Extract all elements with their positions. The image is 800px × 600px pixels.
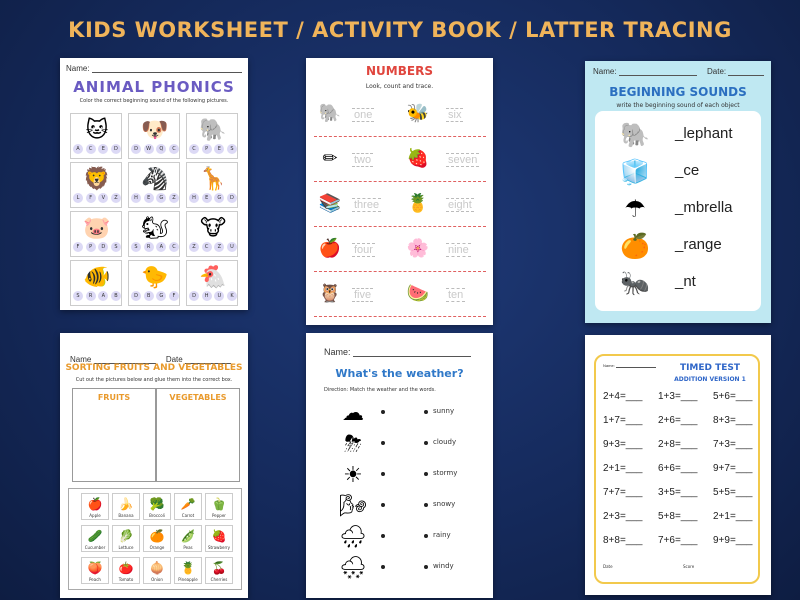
equation[interactable]: 1+7=___ (603, 415, 643, 426)
bees-icon: 🐝 (406, 103, 430, 124)
pineapple-icon: 🍍 (180, 561, 196, 575)
letter-choices (131, 144, 179, 154)
sound-row (605, 119, 765, 151)
equation[interactable]: 1+3=___ (658, 391, 698, 402)
name-label: Name (70, 355, 92, 364)
banana-icon: 🍌 (118, 497, 134, 511)
carrot-icon: 🥕 (180, 497, 196, 511)
match-dot-right[interactable] (424, 534, 428, 538)
match-dot-left[interactable] (381, 441, 385, 445)
date-label: Date: (707, 67, 727, 76)
cutout-item[interactable] (112, 557, 140, 584)
letter-bubble[interactable]: D (189, 291, 199, 301)
sound-word[interactable]: _ce (675, 162, 700, 179)
cutout-label: Strawberry (207, 545, 231, 550)
name-label: Name: (593, 67, 617, 76)
sorting-worksheet (60, 333, 248, 598)
beginning-sounds-worksheet (585, 61, 771, 323)
cutout-item[interactable] (174, 557, 202, 584)
letter-bubble[interactable]: P (86, 242, 96, 252)
trace-word[interactable]: five (354, 289, 372, 301)
equation[interactable]: 7+7=___ (603, 487, 643, 498)
date-label: Date (165, 355, 183, 364)
cutout-item[interactable] (143, 525, 171, 552)
letter-bubble[interactable]: C (169, 144, 179, 154)
worksheet-instruction: Direction: Match the weather and the words. (324, 387, 436, 393)
letter-bubble[interactable]: C (202, 242, 212, 252)
zebra-icon: 🦓 (141, 167, 169, 192)
cutout-label: Tomato (118, 577, 134, 582)
sound-word[interactable]: _lephant (675, 125, 733, 142)
letter-bubble[interactable]: D (111, 144, 121, 154)
pig-icon: 🐷 (83, 216, 111, 241)
match-dot-right[interactable] (424, 410, 428, 414)
ant-icon: 🐜 (620, 269, 650, 297)
phonics-cell (128, 113, 180, 159)
giraffe-icon: 🦒 (199, 167, 227, 192)
cutout-item[interactable] (205, 557, 233, 584)
weather-row (336, 430, 486, 460)
hen-icon: 🐔 (199, 265, 227, 290)
letter-bubble[interactable]: W (144, 144, 154, 154)
name-line (593, 67, 764, 76)
letter-bubble[interactable]: H (189, 193, 199, 203)
cutout-item[interactable] (112, 525, 140, 552)
cutout-label: Onion (151, 577, 163, 582)
cutout-item[interactable] (81, 493, 109, 520)
cat-icon: 🐱 (85, 118, 109, 143)
broccoli-icon: 🥦 (149, 497, 165, 511)
equation[interactable]: 7+3=___ (713, 439, 753, 450)
cutout-item[interactable] (81, 557, 109, 584)
trace-word[interactable]: six (448, 109, 462, 121)
equation[interactable]: 2+1=___ (603, 463, 643, 474)
umbrella-icon: ☂ (624, 195, 646, 223)
letter-choices (131, 193, 179, 203)
letter-choices (73, 144, 121, 154)
flowers-icon: 🌸 (406, 238, 430, 259)
match-dot-left[interactable] (381, 410, 385, 414)
page-banner: KIDS WORKSHEET / ACTIVITY BOOK / LATTER TRACING (68, 18, 732, 42)
letter-bubble[interactable]: U (214, 291, 224, 301)
letter-bubble[interactable]: B (144, 291, 154, 301)
watermelon-icon: 🍉 (406, 283, 430, 304)
equation[interactable]: 2+1=___ (713, 511, 753, 522)
dog-icon: 🐶 (141, 118, 169, 143)
stormy-icon: ⛈ (344, 432, 362, 457)
match-dot-left[interactable] (381, 503, 385, 507)
sound-word[interactable]: _mbrella (675, 199, 733, 216)
worksheet-title: NUMBERS (366, 64, 433, 78)
tomato-icon: 🍅 (118, 561, 134, 575)
fish-icon: 🐠 (83, 265, 111, 290)
cutout-item[interactable] (143, 493, 171, 520)
strawberry-icon: 🍓 (211, 529, 227, 543)
letter-bubble[interactable]: A (73, 144, 83, 154)
worksheet-instruction: Color the correct beginning sound of the following pictures. (79, 98, 229, 104)
letter-choices (73, 242, 121, 252)
name-line (66, 64, 242, 73)
worksheet-subtitle: ADDITION VERSION 1 (674, 376, 746, 383)
letter-bubble[interactable]: F (73, 242, 83, 252)
letter-bubble[interactable]: K (227, 291, 237, 301)
trace-word[interactable]: three (354, 199, 380, 211)
weather-row (336, 492, 486, 522)
phonics-cell (186, 162, 238, 208)
weather-row (336, 461, 486, 491)
trace-word[interactable]: eight (448, 199, 472, 211)
phonics-cell (70, 260, 122, 306)
sound-row (605, 267, 765, 299)
letter-bubble[interactable]: C (189, 144, 199, 154)
cucumber-icon: 🥒 (87, 529, 103, 543)
letter-bubble[interactable]: Z (169, 193, 179, 203)
letter-choices (73, 193, 121, 203)
weather-word: rainy (433, 531, 451, 539)
phonics-cell (128, 211, 180, 257)
name-line (603, 363, 656, 368)
equation[interactable]: 2+3=___ (603, 511, 643, 522)
equation[interactable]: 5+5=___ (713, 487, 753, 498)
weather-word: snowy (433, 500, 456, 508)
letter-bubble[interactable]: R (144, 242, 154, 252)
worksheet-title: What's the weather? (335, 367, 464, 380)
worksheet-instruction: write the beginning sound of each object (616, 102, 740, 109)
weather-row (336, 399, 486, 429)
weather-word: cloudy (433, 438, 457, 446)
windy-icon: 🌬 (339, 494, 367, 519)
lettuce-icon: 🥬 (118, 529, 134, 543)
peach-icon: 🍑 (87, 561, 103, 575)
letter-bubble[interactable]: E (214, 144, 224, 154)
phonics-cell (70, 211, 122, 257)
cutout-label: Peas (183, 545, 193, 550)
pineapples-icon: 🍍 (406, 193, 430, 214)
onion-icon: 🧅 (149, 561, 165, 575)
cloudy-icon: ☁ (342, 401, 364, 426)
equation[interactable]: 3+5=___ (658, 487, 698, 498)
rainy-icon: 🌧 (339, 525, 367, 550)
worksheet-instruction: Look, count and trace. (365, 83, 434, 90)
letter-bubble[interactable]: A (156, 242, 166, 252)
letter-bubble[interactable]: Q (156, 144, 166, 154)
phonics-cell (186, 113, 238, 159)
lion-icon: 🦁 (83, 167, 111, 192)
weather-word: stormy (433, 469, 458, 477)
equation[interactable]: 7+6=___ (658, 535, 698, 546)
worksheet-title: ANIMAL PHONICS (73, 78, 235, 96)
sound-row (605, 193, 765, 225)
match-dot-left[interactable] (381, 565, 385, 569)
cutout-bank (68, 488, 242, 590)
equation[interactable]: 2+4=___ (603, 391, 643, 402)
snowy-icon: 🌨 (339, 556, 367, 581)
letter-bubble[interactable]: P (202, 144, 212, 154)
trace-word[interactable]: ten (448, 289, 464, 301)
number-row (314, 276, 486, 317)
letter-bubble[interactable]: S (111, 242, 121, 252)
phonics-cell (186, 211, 238, 257)
weather-row (336, 523, 486, 553)
name-label: Name: (324, 347, 351, 357)
letter-choices (189, 242, 237, 252)
equation[interactable]: 2+6=___ (658, 415, 698, 426)
equation[interactable]: 5+6=___ (713, 391, 753, 402)
letter-bubble[interactable]: C (169, 242, 179, 252)
vegetables-box-label: VEGETABLES (169, 393, 227, 402)
equation[interactable]: 8+3=___ (713, 415, 753, 426)
equation[interactable]: 2+8=___ (658, 439, 698, 450)
cutout-item[interactable] (81, 525, 109, 552)
beginning-sounds-panel (595, 111, 761, 311)
trace-word[interactable]: one (354, 109, 373, 121)
cutout-item[interactable] (205, 525, 233, 552)
equation[interactable]: 9+7=___ (713, 463, 753, 474)
ice-cube-icon: 🧊 (620, 158, 650, 186)
phonics-cell (128, 260, 180, 306)
letter-bubble[interactable]: G (214, 193, 224, 203)
letter-bubble[interactable]: H (131, 193, 141, 203)
worksheet-instruction: Cut out the pictures below and glue them into the correct box. (75, 377, 233, 383)
letter-bubble[interactable]: Z (189, 242, 199, 252)
number-row (314, 186, 486, 227)
equation[interactable]: 5+8=___ (658, 511, 698, 522)
letter-bubble[interactable]: E (144, 193, 154, 203)
letter-bubble[interactable]: D (131, 144, 141, 154)
cutout-label: Broccoli (149, 513, 165, 518)
letter-bubble[interactable]: S (73, 291, 83, 301)
trace-word[interactable]: two (354, 154, 372, 166)
cutout-label: Banana (118, 513, 134, 518)
letter-bubble[interactable]: C (86, 144, 96, 154)
cutout-label: Pineapple (178, 577, 198, 582)
letter-bubble[interactable]: D (227, 193, 237, 203)
letter-bubble[interactable]: U (227, 242, 237, 252)
letter-bubble[interactable]: F (86, 193, 96, 203)
peas-icon: 🫛 (180, 529, 196, 543)
letter-choices (189, 144, 237, 154)
squirrel-icon: 🐿 (141, 216, 169, 241)
fruits-box-label: FRUITS (97, 393, 131, 402)
cutout-label: Carrot (181, 513, 195, 518)
letter-choices (189, 193, 237, 203)
weather-row (336, 554, 486, 584)
numbers-worksheet (306, 58, 493, 325)
equation[interactable]: 9+3=___ (603, 439, 643, 450)
cutout-label: Orange (149, 545, 165, 550)
letter-bubble[interactable]: D (131, 291, 141, 301)
name-label: Name: (603, 363, 615, 368)
equation[interactable]: 8+8=___ (603, 535, 643, 546)
worksheet-title: BEGINNING SOUNDS (609, 85, 747, 99)
name-line (324, 347, 471, 357)
vegetables-box (156, 388, 240, 482)
cutout-item[interactable] (143, 557, 171, 584)
trace-word[interactable]: seven (448, 154, 478, 166)
sound-row (605, 230, 765, 262)
strawberries-icon: 🍓 (406, 148, 430, 169)
cutout-item[interactable] (205, 493, 233, 520)
elephant-icon: 🐘 (199, 118, 227, 143)
letter-bubble[interactable]: B (111, 291, 121, 301)
trace-word[interactable]: nine (448, 244, 469, 256)
timed-test-worksheet (585, 335, 771, 595)
letter-bubble[interactable]: S (227, 144, 237, 154)
sound-row (605, 156, 765, 188)
cutout-item[interactable] (174, 493, 202, 520)
orange-icon: 🍊 (620, 232, 650, 260)
score-label: Score (683, 564, 695, 569)
letter-bubble[interactable]: R (86, 291, 96, 301)
apples-icon: 🍎 (318, 238, 342, 259)
letter-bubble[interactable]: V (98, 193, 108, 203)
letter-bubble[interactable]: G (156, 291, 166, 301)
letter-bubble[interactable]: E (98, 144, 108, 154)
cutout-label: Peach (89, 577, 101, 582)
phonics-cell (70, 113, 122, 159)
number-row (314, 141, 486, 182)
worksheet-title: TIMED TEST (679, 363, 741, 373)
owls-icon: 🦉 (318, 283, 342, 304)
match-dot-right[interactable] (424, 503, 428, 507)
books-icon: 📚 (318, 193, 342, 214)
letter-bubble[interactable]: Z (111, 193, 121, 203)
cutout-label: Pepper (212, 513, 226, 518)
cutout-item[interactable] (174, 525, 202, 552)
trace-word[interactable]: four (354, 244, 373, 256)
cutout-label: Lettuce (118, 545, 134, 550)
sound-word[interactable]: _range (675, 236, 722, 253)
fruits-box (72, 388, 156, 482)
letter-bubble[interactable]: H (202, 291, 212, 301)
equation[interactable]: 6+6=___ (658, 463, 698, 474)
cow-icon: 🐮 (199, 216, 227, 241)
letter-bubble[interactable]: D (98, 242, 108, 252)
weather-word: windy (433, 562, 454, 570)
worksheet-title: SORTING FRUITS AND VEGETABLES (65, 363, 243, 373)
letter-bubble[interactable]: A (98, 291, 108, 301)
phonics-cell (70, 162, 122, 208)
letter-bubble[interactable]: L (73, 193, 83, 203)
sound-word[interactable]: _nt (675, 273, 696, 290)
match-dot-right[interactable] (424, 441, 428, 445)
cutout-item[interactable] (112, 493, 140, 520)
letter-bubble[interactable]: S (131, 242, 141, 252)
cutout-label: Cucumber (84, 545, 106, 550)
pepper-icon: 🫑 (211, 497, 227, 511)
number-row (314, 231, 486, 272)
match-dot-left[interactable] (381, 534, 385, 538)
elephant-icon: 🐘 (318, 103, 342, 124)
animal-phonics-worksheet (60, 58, 248, 310)
letter-bubble[interactable]: F (169, 291, 179, 301)
match-dot-right[interactable] (424, 472, 428, 476)
match-dot-left[interactable] (381, 472, 385, 476)
letter-bubble[interactable]: G (156, 193, 166, 203)
letter-choices (73, 291, 121, 301)
equation[interactable]: 9+9=___ (713, 535, 753, 546)
letter-choices (131, 242, 179, 252)
apple-icon: 🍎 (87, 497, 103, 511)
match-dot-right[interactable] (424, 565, 428, 569)
elephant-icon: 🐘 (620, 121, 650, 149)
phonics-cell (186, 260, 238, 306)
letter-bubble[interactable]: E (202, 193, 212, 203)
orange-icon: 🍊 (149, 529, 165, 543)
pencils-icon: ✏ (322, 148, 338, 169)
letter-choices (131, 291, 179, 301)
sunny-icon: ☀ (343, 463, 363, 488)
weather-worksheet (306, 333, 493, 598)
cutout-label: Apple (89, 513, 101, 518)
phonics-cell (128, 162, 180, 208)
weather-word: sunny (433, 407, 455, 415)
letter-choices (189, 291, 237, 301)
letter-bubble[interactable]: Z (214, 242, 224, 252)
name-label: Name: (66, 64, 90, 73)
bird-icon: 🐤 (141, 265, 169, 290)
date-label: Date (603, 564, 613, 569)
cutout-label: Cherries (210, 577, 228, 582)
cherries-icon: 🍒 (211, 561, 227, 575)
number-row (314, 96, 486, 137)
